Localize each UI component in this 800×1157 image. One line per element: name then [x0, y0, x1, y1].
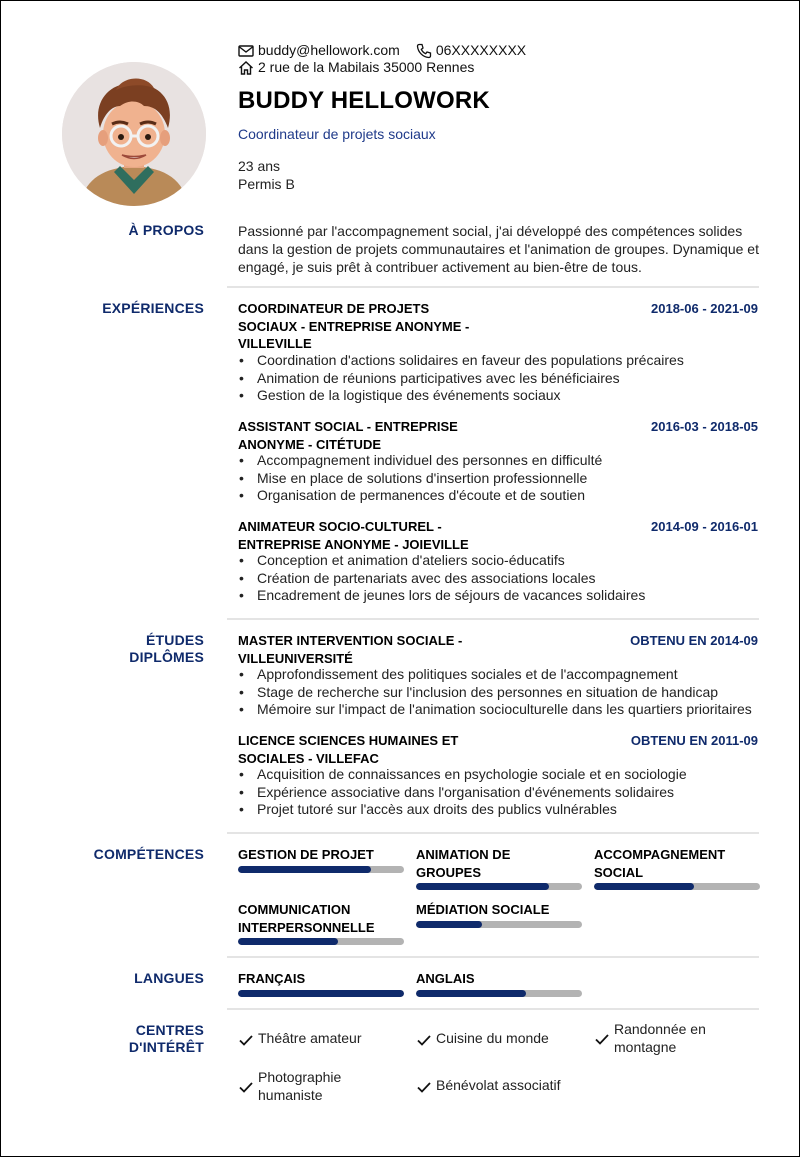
list-item: • Coordination d'actions solidaires en faveur des populations précaires [238, 352, 768, 370]
experience-title: ANIMATEUR SOCIO-CULTUREL - ENTREPRISE ANONYME - JOIEVILLE [238, 519, 469, 552]
list-item: • Organisation de permanences d'écoute et de soutien [238, 487, 768, 505]
skill-item: COMMUNICATION INTERPERSONNELLE [238, 901, 404, 945]
section-experiences-label: EXPÉRIENCES [102, 300, 204, 316]
experience-title: ASSISTANT SOCIAL - ENTREPRISE ANONYME - CITÉTUDE [238, 419, 458, 452]
list-item: • Expérience associative dans l'organisation d'événements solidaires [238, 784, 768, 802]
list-item: • Approfondissement des politiques sociales et de l'accompagnement [238, 666, 768, 684]
envelope-icon [238, 43, 254, 59]
contact-address: 2 rue de la Mabilais 35000 Rennes [258, 59, 475, 75]
section-education-label: ÉTUDES DIPLÔMES [129, 632, 204, 665]
list-item: • Conception et animation d'ateliers socio-éducatifs [238, 552, 768, 570]
house-icon [238, 60, 254, 76]
skill-level-bar [416, 921, 582, 928]
list-item: • Stage de recherche sur l'inclusion des personnes en situation de handicap [238, 684, 768, 702]
list-item: • Animation de réunions participatives avec les bénéficiaires [238, 370, 768, 388]
avatar [62, 62, 206, 206]
education-bullets [238, 766, 768, 819]
section-about-label: À PROPOS [128, 222, 204, 238]
contact-email: buddy@hellowork.com [258, 42, 400, 58]
divider [227, 832, 759, 834]
language-level-bar [416, 990, 582, 997]
skill-level-bar [238, 938, 404, 945]
experience-date: 2014-09 - 2016-01 [651, 519, 758, 534]
age: 23 ans [238, 158, 281, 174]
list-item: • Acquisition de connaissances en psychologie sociale et en sociologie [238, 766, 768, 784]
check-icon [594, 1031, 610, 1047]
interest-item: Photographie humaniste [238, 1069, 341, 1104]
experience-bullets [238, 452, 768, 505]
section-languages-label: LANGUES [134, 970, 204, 986]
check-icon [416, 1032, 432, 1048]
list-item: • Encadrement de jeunes lors de séjours de vacances solidaires [238, 587, 768, 605]
driving-license: Permis B [238, 176, 295, 192]
skill-level-bar [416, 883, 582, 890]
experience-bullets [238, 352, 768, 405]
check-icon [238, 1032, 254, 1048]
education-bullets [238, 666, 768, 719]
skill-item: GESTION DE PROJET [238, 846, 404, 873]
experience-date: 2016-03 - 2018-05 [651, 419, 758, 434]
list-item: • Création de partenariats avec des associations locales [238, 570, 768, 588]
interest-item: Cuisine du monde [416, 1030, 549, 1048]
education-title: MASTER INTERVENTION SOCIALE - VILLEUNIVERSITÉ [238, 633, 463, 666]
phone-icon [416, 43, 432, 59]
experience-title: COORDINATEUR DE PROJETS SOCIAUX - ENTREPRISE ANONYME - VILLEVILLE [238, 301, 470, 351]
education-date: OBTENU EN 2014-09 [630, 633, 758, 648]
interest-item: Bénévolat associatif [416, 1077, 561, 1095]
language-item: FRANÇAIS [238, 970, 404, 997]
language-level-bar [238, 990, 404, 997]
interest-item: Randonnée en montagne [594, 1021, 706, 1056]
divider [227, 618, 759, 620]
education-title: LICENCE SCIENCES HUMAINES ET SOCIALES - VILLEFAC [238, 733, 459, 766]
job-title: Coordinateur de projets sociaux [238, 126, 436, 142]
skill-item: ANIMATION DE GROUPES [416, 846, 582, 890]
check-icon [238, 1079, 254, 1095]
check-icon [416, 1079, 432, 1095]
section-interests-label: CENTRES D'INTÉRÊT [128, 1022, 204, 1055]
education-date: OBTENU EN 2011-09 [630, 733, 758, 748]
divider [227, 286, 759, 288]
skill-level-bar [594, 883, 760, 890]
list-item: • Gestion de la logistique des événements sociaux [238, 387, 768, 405]
list-item: • Mémoire sur l'impact de l'animation socioculturelle dans les quartiers prioritaires [238, 701, 768, 719]
divider [227, 956, 759, 958]
experience-bullets [238, 552, 768, 605]
contact-phone: 06XXXXXXXX [435, 42, 527, 58]
list-item: • Mise en place de solutions d'insertion professionnelle [238, 470, 768, 488]
divider [227, 1008, 759, 1010]
list-item: • Projet tutoré sur l'accès aux droits des publics vulnérables [238, 801, 768, 819]
skill-item: ACCOMPAGNEMENT SOCIAL [594, 846, 760, 890]
skill-item: MÉDIATION SOCIALE [416, 901, 582, 928]
contact-email-row [238, 42, 526, 59]
list-item: • Accompagnement individuel des personnes en difficulté [238, 452, 768, 470]
section-skills-label: COMPÉTENCES [93, 846, 204, 862]
about-text: Passionné par l'accompagnement social, j'ai développé des compétences solides dans la gestion de projets communautaires et l'animation de groupes. Dynamique et engagé, je suis prêt à contribuer activement au bien-être de tous. [238, 223, 759, 275]
language-item: ANGLAIS [416, 970, 582, 997]
interest-item: Théâtre amateur [238, 1030, 362, 1048]
candidate-name: BUDDY HELLOWORK [238, 87, 490, 114]
contact-address-row [238, 59, 474, 76]
skill-level-bar [238, 866, 404, 873]
experience-date: 2018-06 - 2021-09 [651, 301, 758, 316]
